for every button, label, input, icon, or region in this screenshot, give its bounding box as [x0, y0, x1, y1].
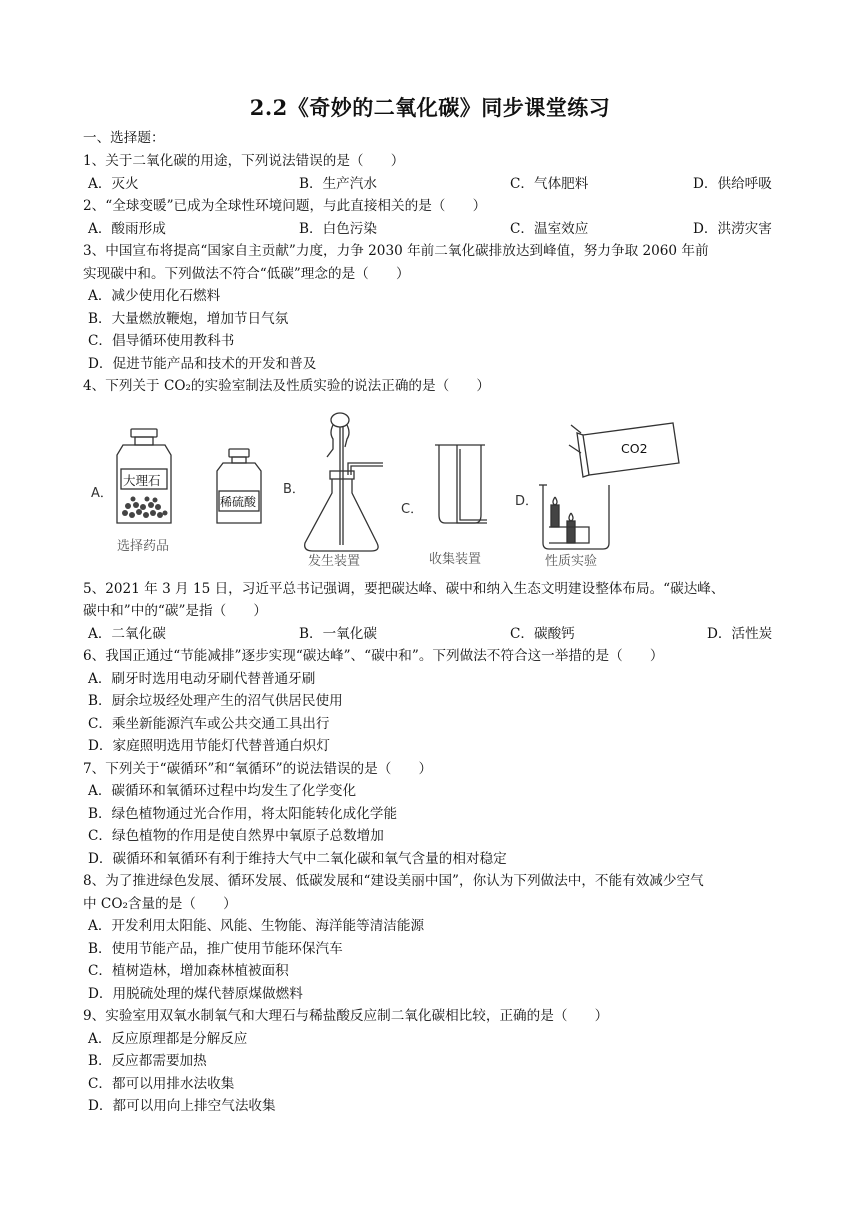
question-9-option-d: D．都可以用向上排空气法收集 [88, 1098, 276, 1114]
question-5-option-c: C．碳酸钙 [510, 626, 575, 642]
caption-property-test: 性质实验 [545, 554, 598, 569]
caption-select-reagents: 选择药品 [117, 539, 170, 554]
figure-label-c: C． [401, 502, 424, 517]
figure-label-b: B． [283, 482, 305, 497]
marble-pebbles [122, 497, 168, 519]
question-7-option-d: D．碳循环和氧循环有利于维持大气中二氧化碳和氧气含量的相对稳定 [88, 851, 507, 867]
question-8-stem-line-2: 中 CO₂含量的是（ ） [83, 896, 237, 912]
lab-apparatus-figure [83, 405, 683, 575]
question-8-option-a: A．开发利用太阳能、风能、生物能、海洋能等清洁能源 [88, 918, 425, 934]
question-6-stem: 6、我国正通过“节能减排”逐步实现“碳达峰”、“碳中和”。下列做法不符合这一举措的是（ ） [83, 648, 664, 664]
question-6-option-c: C．乘坐新能源汽车或公共交通工具出行 [88, 716, 330, 732]
question-1-stem: 1、关于二氧化碳的用途，下列说法错误的是（ ） [83, 153, 405, 169]
beaker-candles [539, 485, 609, 549]
question-8-option-b: B．使用节能产品，推广使用节能环保汽车 [88, 941, 343, 957]
question-2-option-b: B．白色污染 [299, 221, 377, 237]
figure-label-a: A． [91, 486, 113, 501]
question-9-option-c: C．都可以用排水法收集 [88, 1076, 235, 1092]
bottle-1-label: 大理石 [123, 473, 161, 488]
question-5-option-a: A．二氧化碳 [88, 626, 166, 642]
question-7-option-b: B．绿色植物通过光合作用，将太阳能转化成化学能 [88, 806, 398, 822]
question-6-option-b: B．厨余垃圾经处理产生的沼气供居民使用 [88, 693, 343, 709]
question-3-option-a: A．减少使用化石燃料 [88, 288, 221, 304]
question-9-option-b: B．反应都需要加热 [88, 1053, 207, 1069]
question-5-stem-line-1: 5、2021 年 3 月 15 日，习近平总书记强调，要把碳达峰、碳中和纳入生态文明建设整体布局。“碳达峰、 [83, 581, 725, 597]
question-6-option-a: A．刷牙时选用电动牙刷代替普通牙刷 [88, 671, 316, 687]
gas-jar-label: CO2 [621, 441, 648, 456]
question-3-option-b: B．大量燃放鞭炮，增加节日气氛 [88, 311, 289, 327]
question-2-option-c: C．温室效应 [510, 221, 589, 237]
question-5-option-b: B．一氧化碳 [299, 626, 377, 642]
question-4-stem: 4、下列关于 CO₂的实验室制法及性质实验的说法正确的是（ ） [83, 378, 490, 394]
question-9-stem: 9、实验室用双氧水制氧气和大理石与稀盐酸反应制二氧化碳相比较，正确的是（ ） [83, 1008, 609, 1024]
collection-jar [435, 445, 487, 523]
question-7-stem: 7、下列关于“碳循环”和“氧循环”的说法错误的是（ ） [83, 761, 433, 777]
question-2-stem: 2、“全球变暖”已成为全球性环境问题，与此直接相关的是（ ） [83, 198, 487, 214]
question-3-option-c: C．倡导循环使用教科书 [88, 333, 235, 349]
figure-label-d: D． [515, 494, 539, 509]
page-title: 2.2《奇妙的二氧化碳》同步课堂练习 [249, 95, 611, 120]
question-3-stem-line-2: 实现碳中和。下列做法不符合“低碳”理念的是（ ） [83, 266, 410, 282]
question-8-option-d: D．用脱硫处理的煤代替原煤做燃料 [88, 986, 303, 1002]
question-1-option-a: A．灭火 [88, 176, 139, 192]
question-1-option-d: D．供给呼吸 [693, 176, 772, 192]
question-9-option-a: A．反应原理都是分解反应 [88, 1031, 248, 1047]
question-3-stem-line-1: 3、中国宣布将提高“国家自主贡献”力度，力争 2030 年前二氧化碳排放达到峰值，努力争取 2060 年前 [83, 243, 709, 259]
question-5-stem-line-2: 碳中和”中的“碳”是指（ ） [83, 603, 267, 619]
generator-flask [305, 413, 383, 551]
question-7-option-c: C．绿色植物的作用是使自然界中氧原子总数增加 [88, 828, 384, 844]
question-8-stem-line-1: 8、为了推进绿色发展、循环发展、低碳发展和“建设美丽中国”，你认为下列做法中，不能有效减少空气 [83, 873, 704, 889]
question-8-option-c: C．植树造林，增加森林植被面积 [88, 963, 289, 979]
question-1-option-c: C．气体肥料 [510, 176, 589, 192]
caption-collection: 收集装置 [429, 552, 482, 567]
question-2-option-d: D．洪涝灾害 [693, 221, 772, 237]
question-3-option-d: D．促进节能产品和技术的开发和普及 [88, 356, 317, 372]
question-7-option-a: A．碳循环和氧循环过程中均发生了化学变化 [88, 783, 357, 799]
question-2-option-a: A．酸雨形成 [88, 221, 166, 237]
bottle-2-label: 稀硫酸 [220, 495, 257, 509]
section-heading: 一、选择题： [83, 130, 165, 146]
question-6-option-d: D．家庭照明选用节能灯代替普通白炽灯 [88, 738, 330, 754]
caption-generator: 发生装置 [308, 554, 361, 569]
acid-bottle [217, 449, 261, 523]
question-1-option-b: B．生产汽水 [299, 176, 377, 192]
question-5-option-d: D．活性炭 [707, 626, 773, 642]
